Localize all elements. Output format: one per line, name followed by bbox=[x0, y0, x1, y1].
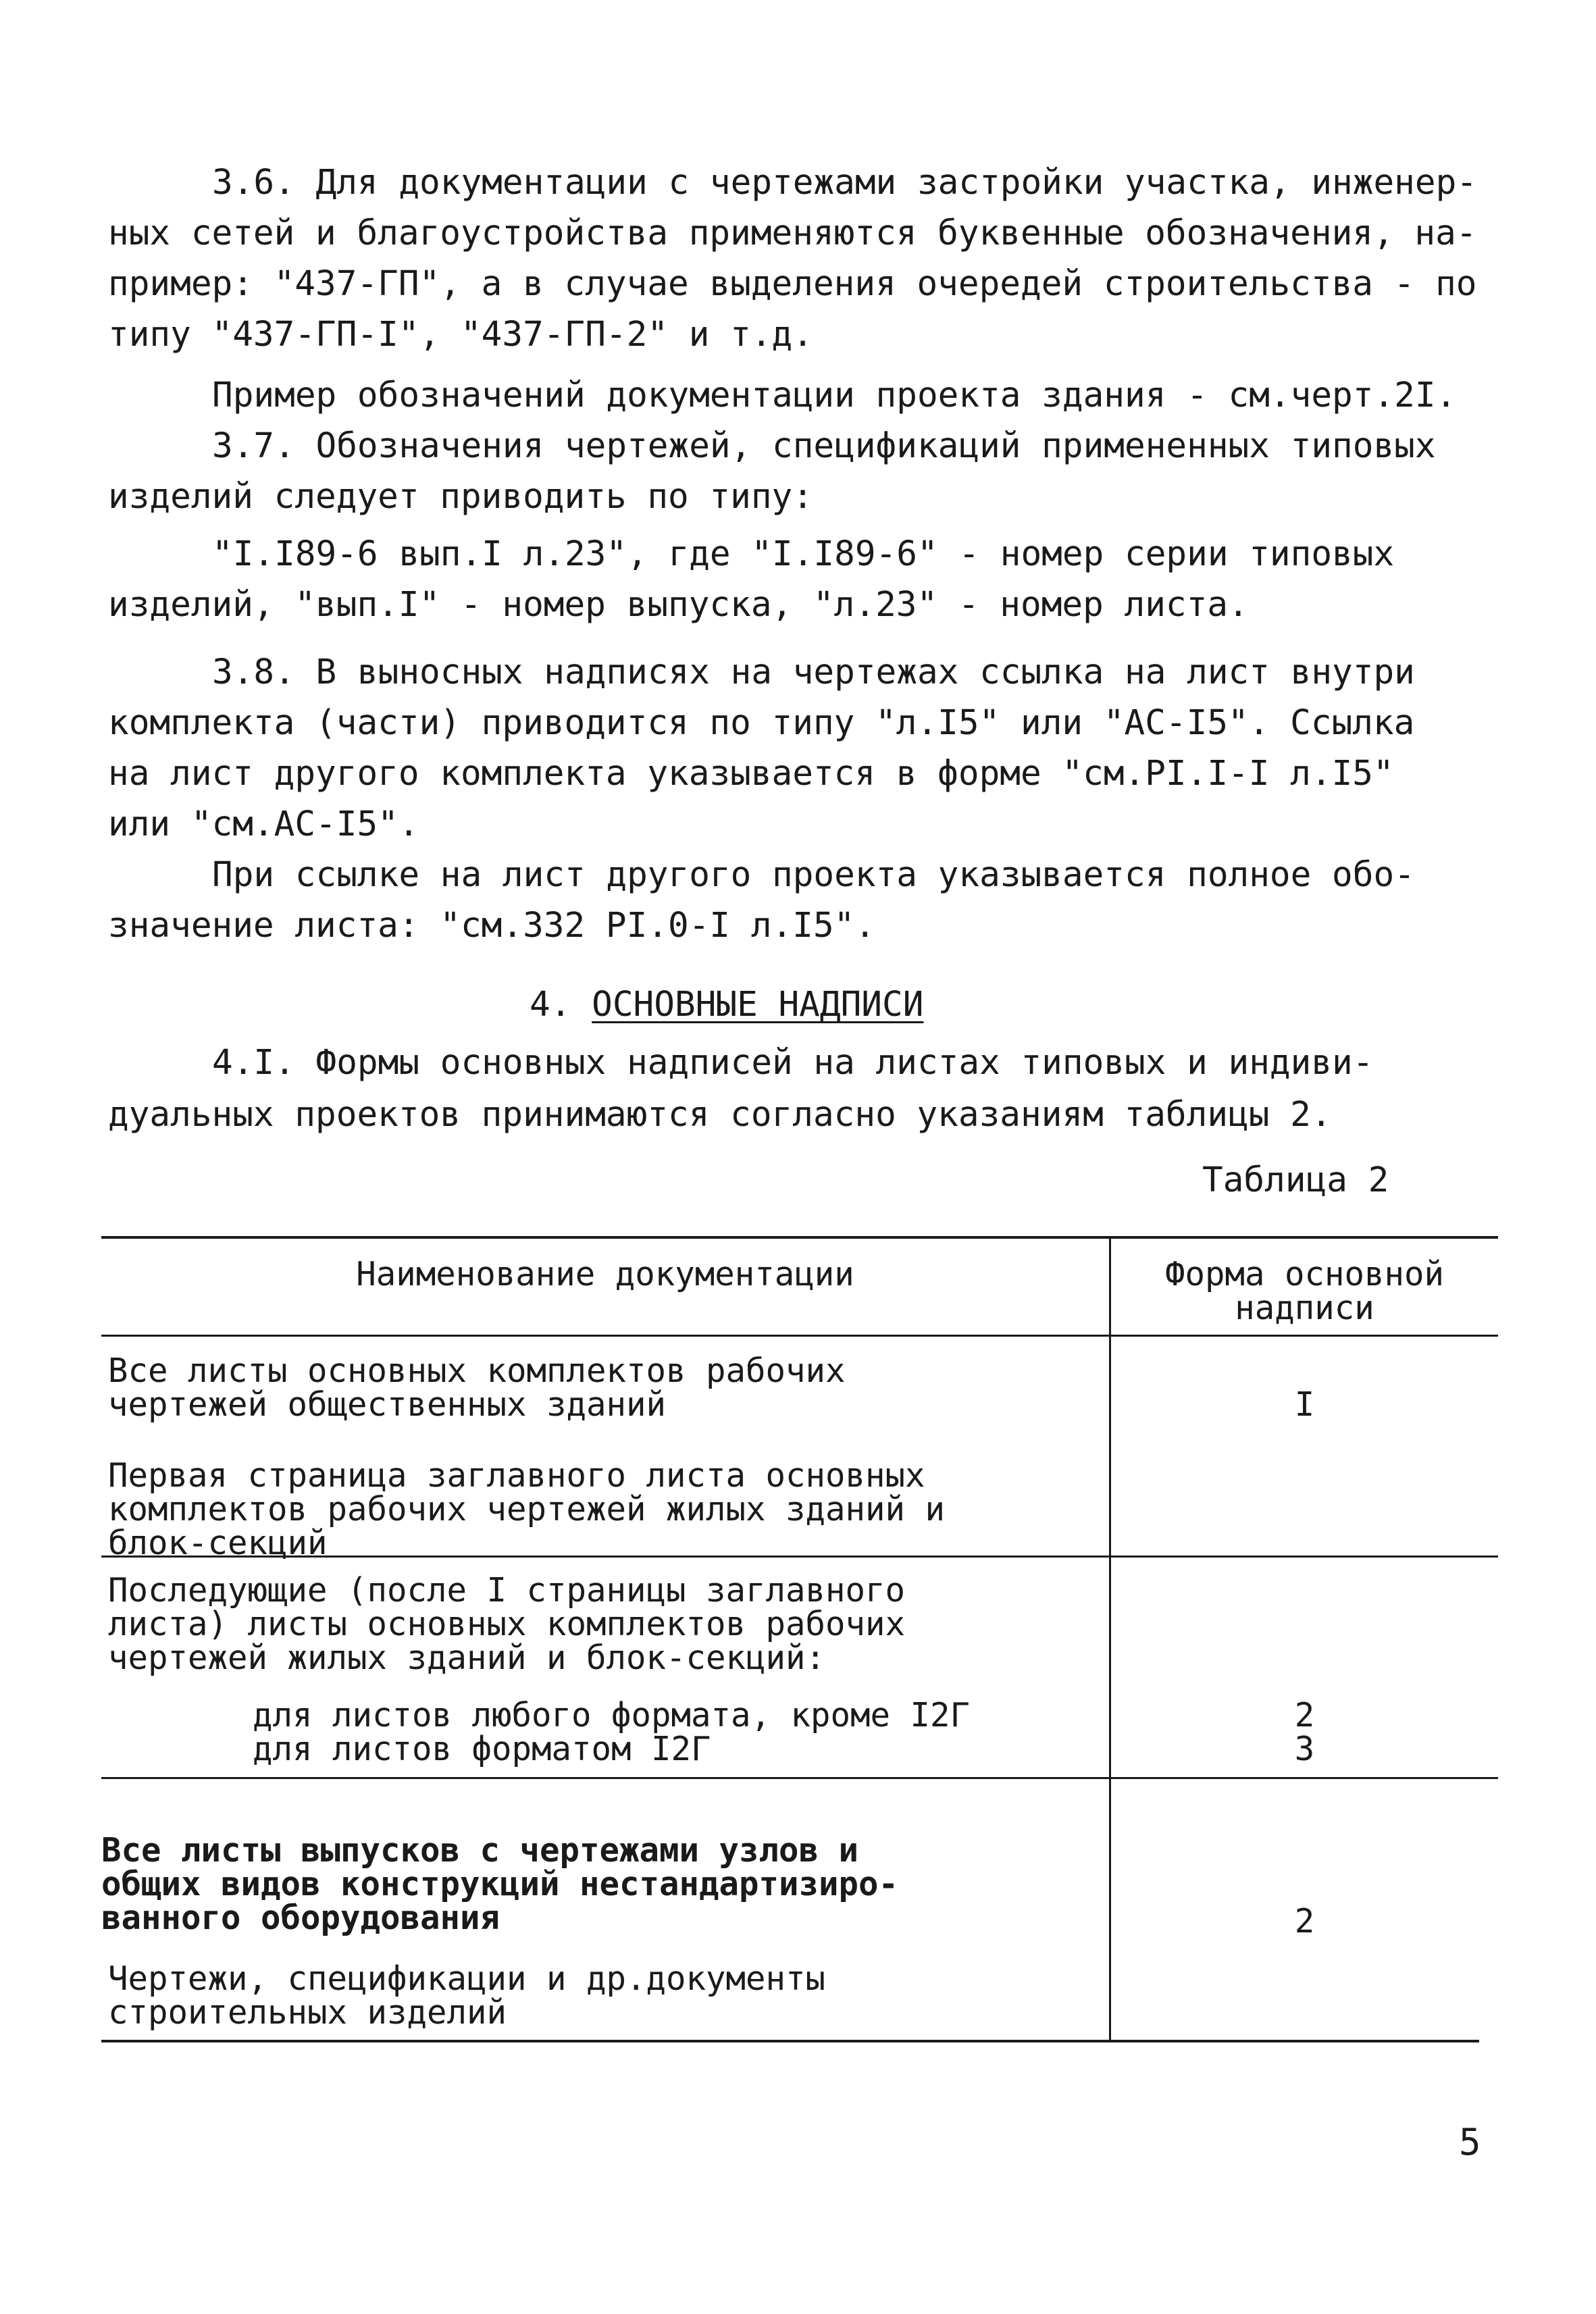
row2-sub-item-2: для листов форматом I2Г bbox=[253, 1730, 711, 1768]
row1-block2-line-3: блок-секций bbox=[108, 1524, 328, 1562]
row3-block1-line-3: ванного оборудования bbox=[101, 1899, 500, 1937]
row2-line-1: Последующие (после I страницы заглавного bbox=[108, 1571, 906, 1610]
row2-sub-item-1: для листов любого формата, кроме I2Г bbox=[253, 1696, 971, 1734]
p36-line-3: пример: "437-ГП", а в случае выделения очередей строительства - по bbox=[108, 264, 1477, 304]
p41-line-2: дуальных проектов принимаются согласно указаниям таблицы 2. bbox=[108, 1095, 1332, 1135]
row2-form-1: 2 bbox=[1294, 1696, 1315, 1734]
row3-block1-line-1: Все листы выпусков с чертежами узлов и bbox=[101, 1831, 859, 1870]
row3-block2-line-2: строительных изделий bbox=[108, 1993, 507, 2032]
p38-line-2: комплекта (части) приводится по типу "л.I5" или "АС-I5". Ссылка bbox=[108, 703, 1415, 743]
table-header-rule bbox=[101, 1335, 1498, 1337]
row3-block2-line-1: Чертежи, спецификации и др.документы bbox=[108, 1959, 826, 1998]
p37-example-line-2: изделий, "вып.I" - номер выпуска, "л.23" - номер листа. bbox=[108, 585, 1249, 625]
table-bottom-rule bbox=[101, 2040, 1479, 2042]
p38-other-line-1: При ссылке на лист другого проекта указывается полное обо- bbox=[212, 855, 1415, 895]
row2-line-3: чертежей жилых зданий и блок-секций: bbox=[108, 1639, 826, 1677]
p41-line-1: 4.I. Формы основных надписей на листах типовых и индиви- bbox=[212, 1043, 1374, 1083]
row2-line-2: листа) листы основных комплектов рабочих bbox=[108, 1605, 906, 1643]
row3-block1-line-2: общих видов конструкций нестандартизиро- bbox=[101, 1865, 899, 1903]
section-4-number: 4. bbox=[530, 985, 571, 1025]
p38-line-1: 3.8. В выносных надписях на чертежах ссылка на лист внутри bbox=[212, 652, 1415, 692]
p36-line-1: 3.6. Для документации с чертежами застройки участка, инженер- bbox=[212, 163, 1477, 203]
row2-form-2: 3 bbox=[1294, 1730, 1315, 1768]
section-4-title: ОСНОВНЫЕ НАДПИСИ bbox=[592, 985, 924, 1025]
p38-line-3: на лист другого комплекта указывается в форме "см.РI.I-I л.I5" bbox=[108, 754, 1394, 794]
row1-block2-line-2: комплектов рабочих чертежей жилых зданий и bbox=[108, 1490, 946, 1528]
section-4-heading bbox=[530, 985, 924, 1025]
p36-line-2: ных сетей и благоустройства применяются буквенные обозначения, на- bbox=[108, 213, 1477, 253]
p37-example-line-1: "I.I89-6 вып.I л.23", где "I.I89-6" - номер серии типовых bbox=[212, 534, 1395, 574]
row3-form: 2 bbox=[1294, 1902, 1315, 1940]
p38-line-4: или "см.АС-I5". bbox=[108, 804, 419, 844]
table-caption: Таблица 2 bbox=[1202, 1160, 1389, 1200]
row1-block2-line-1: Первая страница заглавного листа основных bbox=[108, 1456, 925, 1495]
p36-line-4: типу "437-ГП-I", "437-ГП-2" и т.д. bbox=[108, 315, 813, 355]
header-form-line-2: надписи bbox=[1235, 1289, 1374, 1327]
header-name: Наименование документации bbox=[356, 1255, 854, 1293]
row1-block1-line-1: Все листы основных комплектов рабочих bbox=[108, 1352, 846, 1390]
table-row2-rule bbox=[101, 1777, 1498, 1779]
row1-block1-line-2: чертежей общественных зданий bbox=[108, 1385, 667, 1424]
p37-line-1: 3.7. Обозначения чертежей, спецификаций примененных типовых bbox=[212, 426, 1436, 466]
example-reference: Пример обозначений документации проекта здания - см.черт.2I. bbox=[212, 376, 1457, 415]
header-form-line-1: Форма основной bbox=[1164, 1255, 1444, 1293]
page-number: 5 bbox=[1459, 2121, 1481, 2163]
p37-line-2: изделий следует приводить по типу: bbox=[108, 477, 813, 517]
row1-form: I bbox=[1294, 1385, 1315, 1424]
p38-other-line-2: значение листа: "см.332 РI.0-I л.I5". bbox=[108, 906, 876, 946]
table-top-rule bbox=[101, 1236, 1498, 1239]
